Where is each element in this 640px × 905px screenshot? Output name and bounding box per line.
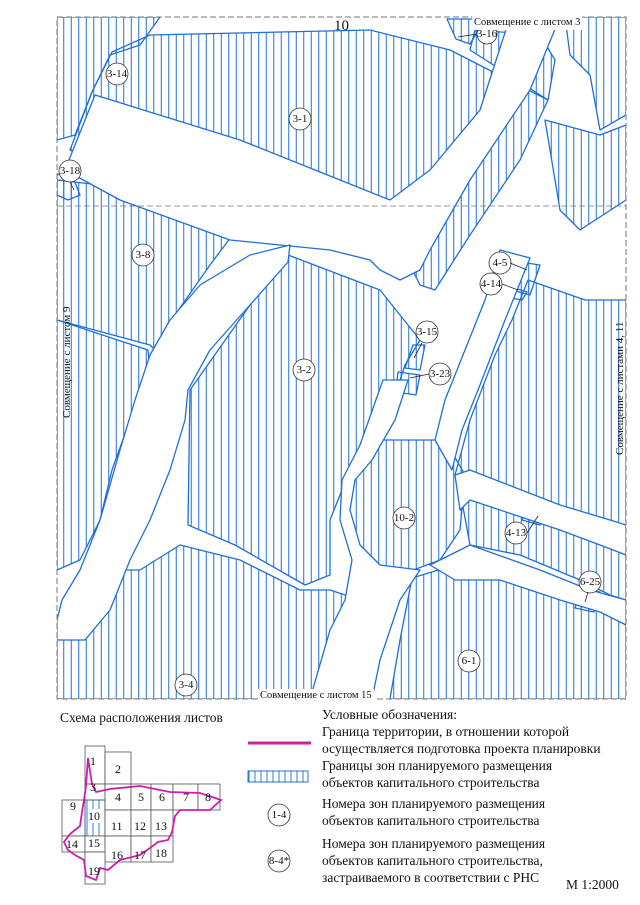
zone-label: 3-4 — [178, 679, 194, 691]
mini-sheet: 18 — [155, 846, 167, 860]
legend-item-4-line-1: Номера зон планируемого размещения — [322, 836, 546, 851]
zone-label: 6-1 — [461, 655, 477, 667]
mini-sheet: 17 — [134, 848, 146, 862]
scale-label: М 1:2000 — [566, 877, 619, 892]
legend-item-4-line-3: застраиваемого в соответствии с РНС — [322, 870, 540, 885]
mini-sheet-current: 10 — [88, 809, 100, 823]
zone-label: 3-16 — [476, 28, 498, 40]
legend-item-2-line-2: объектов капитального строительства — [322, 775, 540, 790]
legend-circle-code: 8-4* — [268, 855, 290, 867]
sheet-number: 10 — [334, 18, 349, 34]
mini-sheet: 3 — [90, 780, 96, 794]
mini-sheet: 4 — [115, 790, 121, 804]
legend-circle-code: 1-4 — [271, 809, 287, 821]
mini-sheet: 19 — [88, 864, 100, 878]
mini-sheet: 1 — [90, 754, 96, 768]
legend-item-2-line-1: Границы зон планируемого размещения — [322, 758, 553, 773]
zone-label: 3-15 — [416, 326, 438, 338]
edge-label-top: Совмещение с листом 3 — [474, 17, 581, 28]
zone-label: 3-2 — [296, 364, 312, 376]
mini-sheet: 9 — [70, 799, 76, 813]
mini-sheet: 14 — [66, 837, 78, 851]
zone-label: 3-14 — [106, 68, 128, 80]
legend-hatched-box — [248, 771, 308, 782]
mini-map-title: Схема расположения листов — [60, 710, 223, 725]
legend-item-1-line-2: осуществляется подготовка проекта планировки — [322, 741, 601, 756]
mini-sheet: 7 — [183, 790, 189, 804]
zone-label: 4-14 — [480, 278, 502, 290]
edge-label-bottom: Совмещение с листом 15 — [260, 690, 372, 701]
mini-sheet: 11 — [111, 819, 123, 833]
zone-right — [545, 120, 626, 230]
zone-label: 3-18 — [59, 165, 81, 177]
mini-sheet: 8 — [205, 790, 211, 804]
zone-label: 3-1 — [292, 113, 308, 125]
zone-label: 6-25 — [579, 576, 601, 588]
legend-item-4-line-2: объектов капитального строительства, — [322, 853, 543, 868]
mini-sheet: 2 — [115, 762, 121, 776]
sheet-index-grid — [62, 746, 220, 884]
edge-label-right: Совмещение с листами 4, 11 — [614, 321, 626, 455]
legend-item-3-line-2: объектов капитального строительства — [322, 813, 540, 828]
legend-item-3-line-1: Номера зон планируемого размещения — [322, 796, 546, 811]
zone-label: 4-13 — [505, 527, 527, 539]
mini-sheet: 5 — [138, 790, 144, 804]
zone-label: 3-23 — [429, 368, 451, 380]
mini-sheet: 16 — [111, 848, 123, 862]
mini-sheet: 13 — [155, 819, 167, 833]
mini-sheet: 15 — [88, 836, 100, 850]
mini-sheet: 6 — [159, 790, 165, 804]
zone-top-right — [565, 17, 626, 130]
zone-label: 4-5 — [492, 257, 508, 269]
zone-label: 10-2 — [393, 512, 415, 524]
zone-label: 3-8 — [135, 249, 151, 261]
legend-item-1-line-1: Граница территории, в отношении которой — [322, 724, 570, 739]
edge-label-left: Совмещение с листом 9 — [61, 306, 73, 418]
mini-sheet: 12 — [134, 819, 146, 833]
legend-title: Условные обозначения: — [322, 707, 458, 722]
